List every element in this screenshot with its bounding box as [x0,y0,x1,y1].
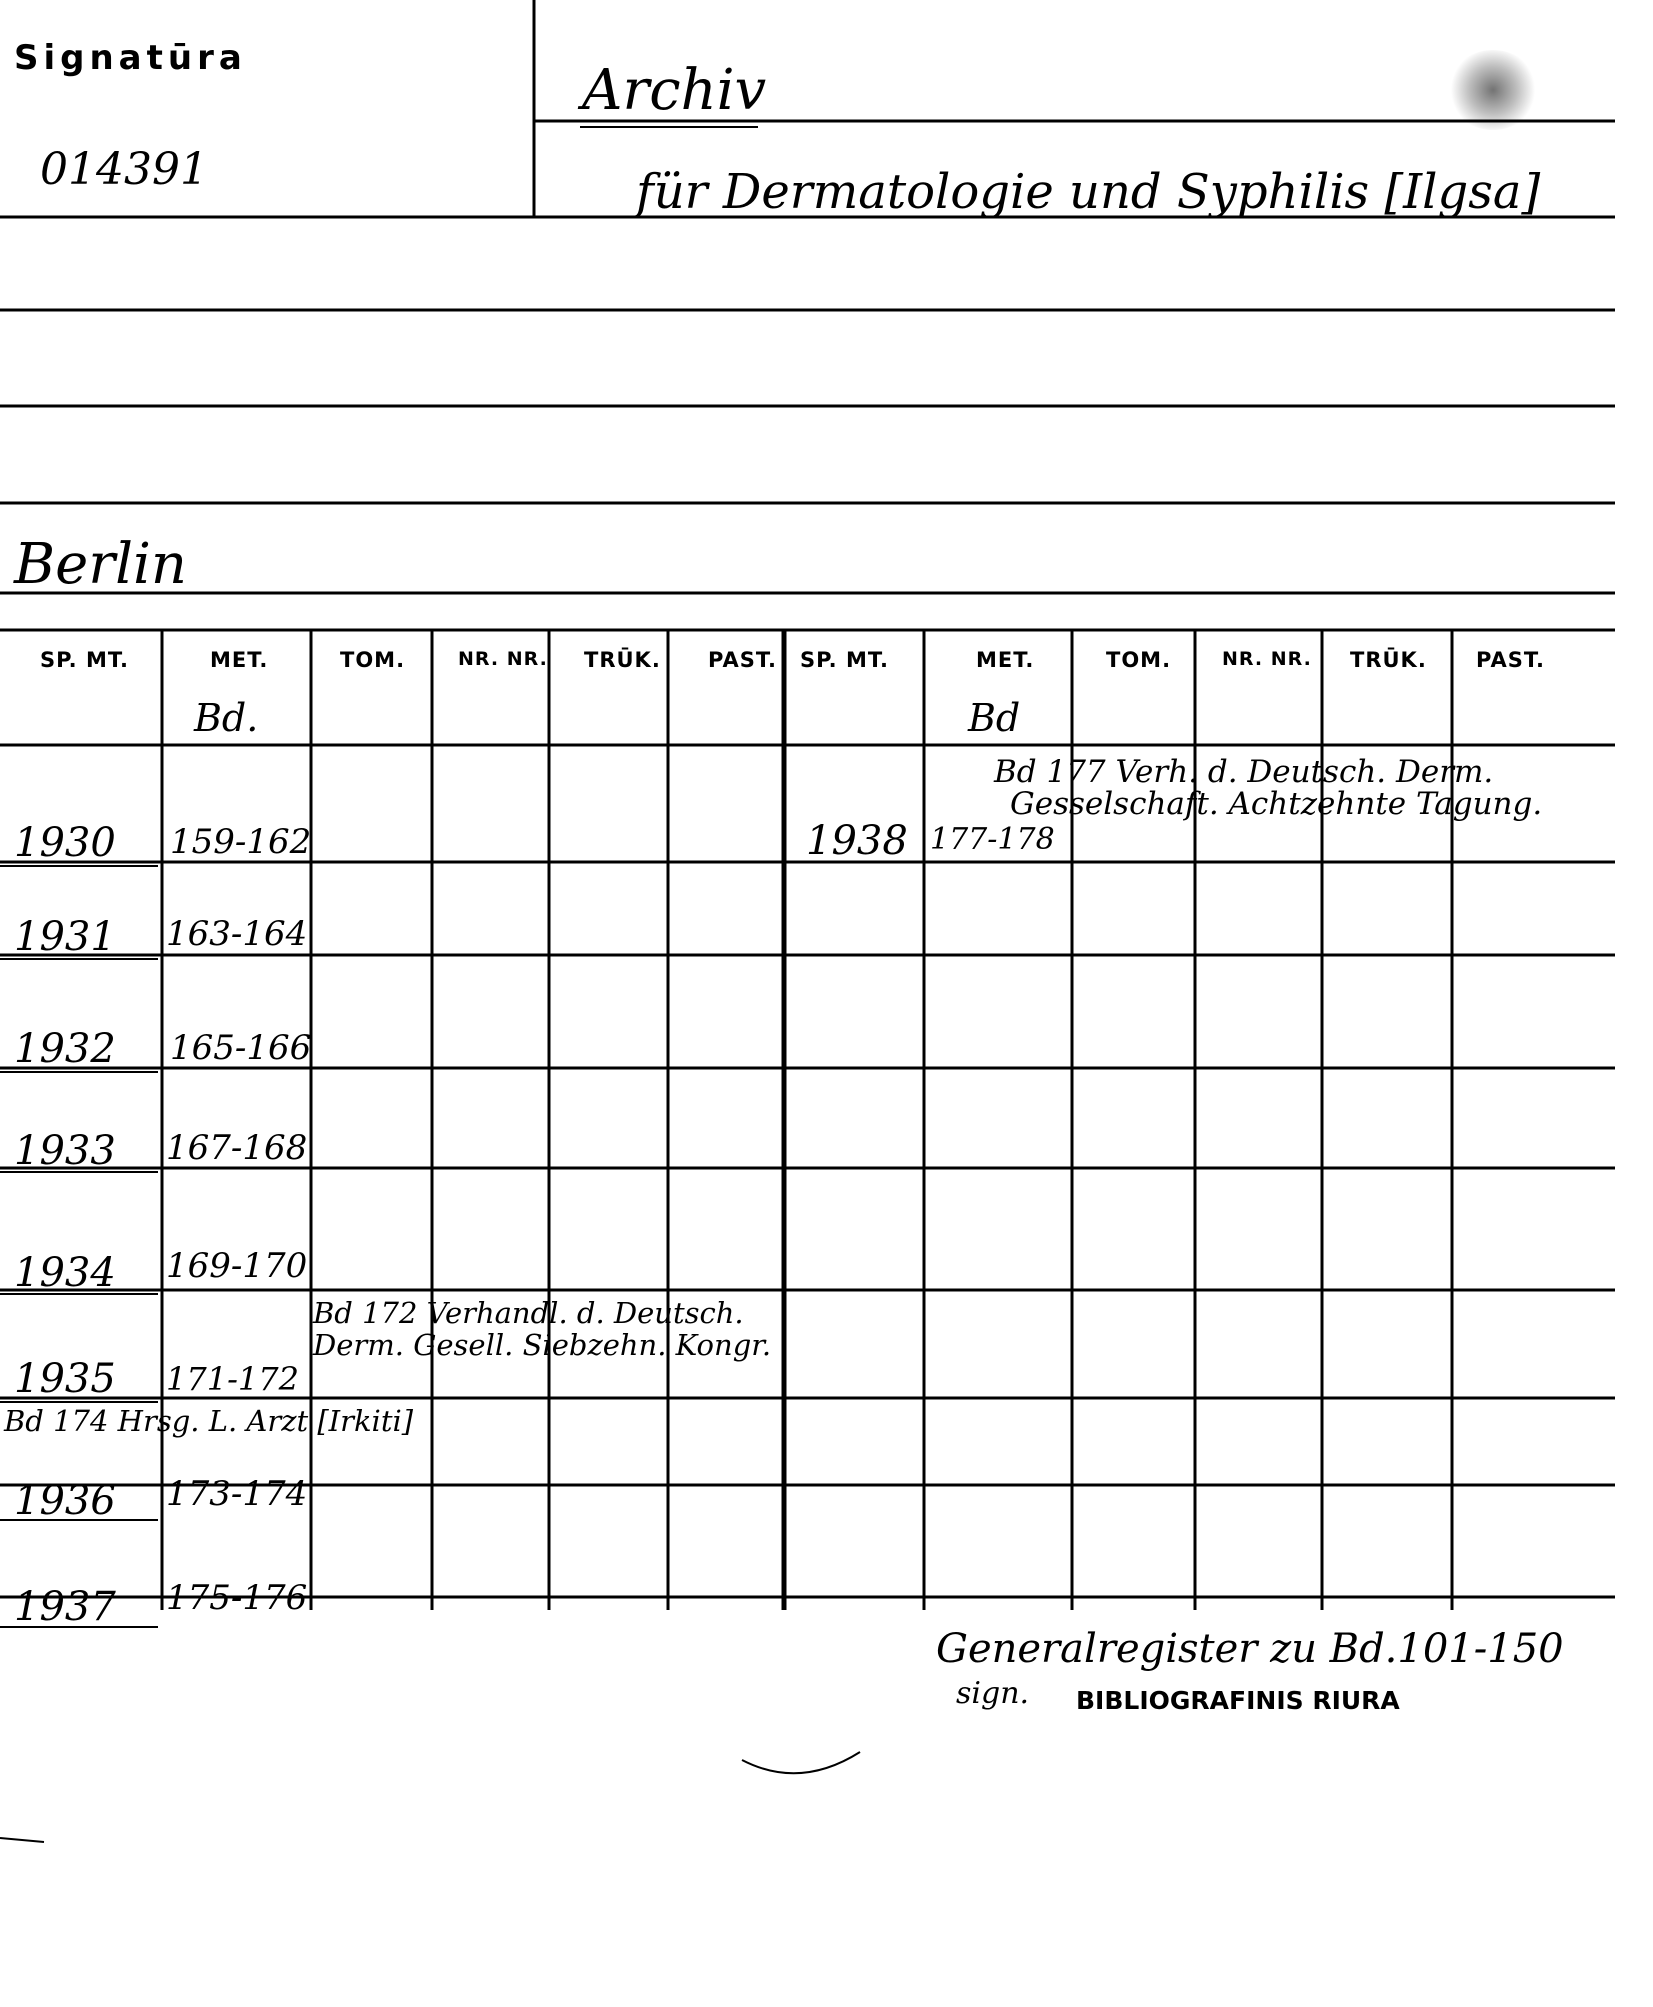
table-row-volumes: 169-170 [166,1246,308,1286]
col-header-tom: TOM. [340,648,406,672]
signature-label: Signatūra [14,38,247,78]
table-row-year: 1937 [14,1584,116,1630]
table-row-year: 1935 [14,1356,116,1402]
table-row-year: 1933 [14,1128,116,1174]
col-header-sp-mt: SP. MT. [40,648,129,672]
table-row-year: 1934 [14,1250,116,1296]
right-row-note-line-1: Bd 177 Verh. d. Deutsch. Derm. [994,754,1494,790]
place: Berlin [14,532,187,597]
col-header-sp-mt-2: SP. MT. [800,648,889,672]
table-row-volumes: 165-166 [170,1028,312,1068]
table-row-volumes: 173-174 [166,1474,308,1514]
footer-note: Generalregister zu Bd.101-150 [936,1626,1564,1672]
row-1935-note-line-1: Bd 172 Verhandl. d. Deutsch. [313,1296,744,1330]
table-row-year: 1936 [14,1478,116,1524]
col-header-met-2: MET. [976,648,1035,672]
col-header-past-2: PAST. [1476,648,1545,672]
right-row-volumes: 177-178 [930,822,1055,857]
table-row-volumes: 163-164 [166,914,308,954]
scan-smudge [1448,50,1538,130]
col-header-truk-2: TRŪK. [1350,648,1427,672]
table-row-year: 1931 [14,914,116,960]
met-unit-right: Bd [968,696,1021,740]
table-row-year: 1932 [14,1026,116,1072]
col-header-nr-nr: NR. NR. [458,648,548,670]
col-header-truk: TRŪK. [584,648,661,672]
row-1935-note-line-2: Derm. Gesell. Siebzehn. Kongr. [313,1328,772,1362]
table-row-volumes: 171-172 [166,1360,299,1398]
met-unit-left: Bd. [194,696,259,740]
right-row-note-line-2: Gesselschaft. Achtzehnte Tagung. [1010,786,1543,822]
table-row-volumes: 167-168 [166,1128,308,1168]
col-header-past: PAST. [708,648,777,672]
col-header-tom-2: TOM. [1106,648,1172,672]
table-row-volumes: 159-162 [170,822,312,862]
col-header-met: MET. [210,648,269,672]
title-line-2: für Dermatologie und Syphilis [Ilgsa] [636,164,1541,220]
right-row-year: 1938 [806,818,908,864]
footer-stamp: BIBLIOGRAFINIS RIURA [1076,1686,1400,1715]
table-row-volumes: 175-176 [166,1578,308,1618]
title-line-1: Archiv [582,58,767,123]
table-row-year: 1930 [14,820,116,866]
col-header-nr-nr-2: NR. NR. [1222,648,1312,670]
signature-number: 014391 [40,144,208,195]
row-1936-note: Bd 174 Hrsg. L. Arzt [Irkiti] [4,1404,414,1438]
footer-sign: sign. [956,1676,1030,1711]
